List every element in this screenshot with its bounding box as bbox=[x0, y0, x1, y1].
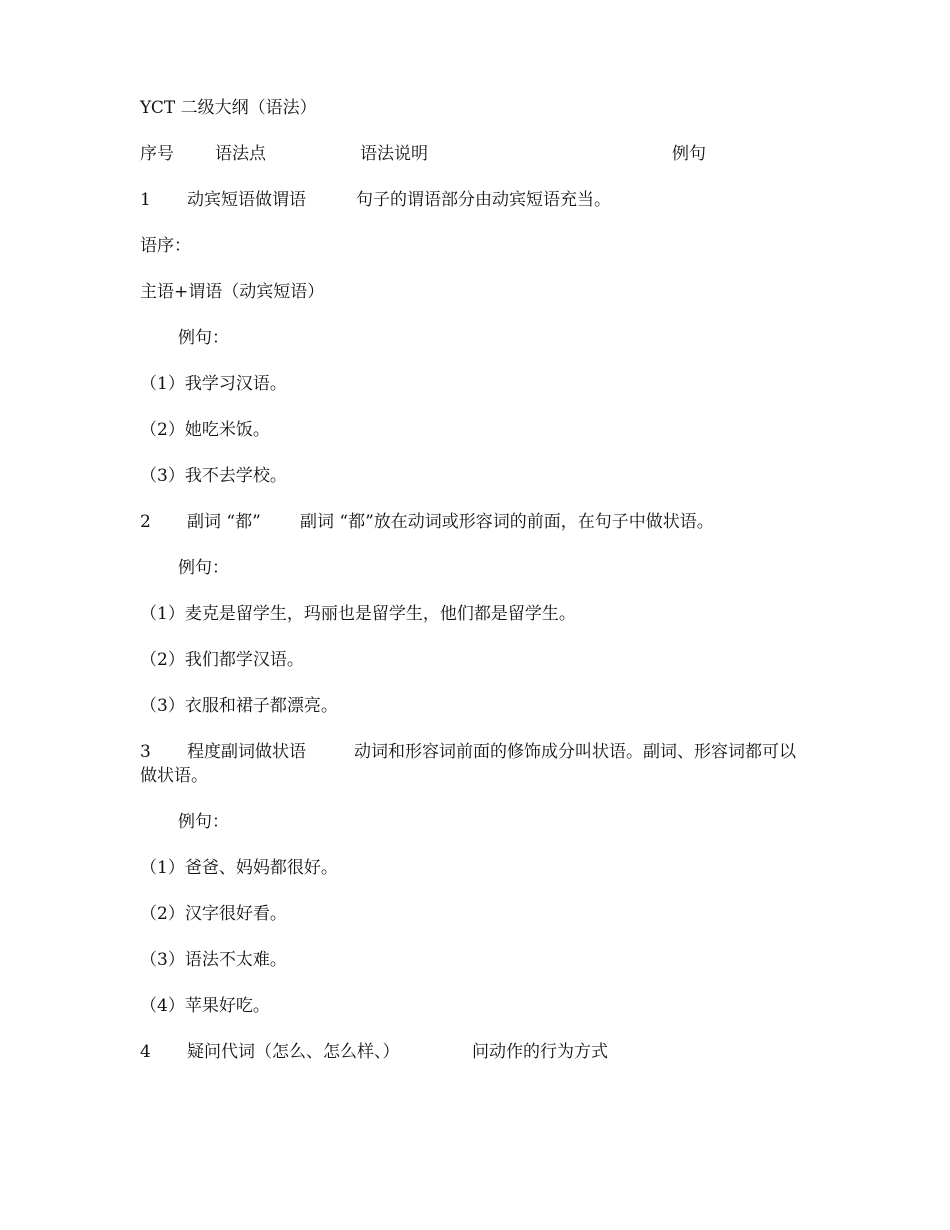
example-sentence: （3）语法不太难。 bbox=[140, 950, 287, 970]
header-explanation: 语法说明 bbox=[360, 144, 428, 164]
header-grammar-point: 语法点 bbox=[215, 144, 266, 164]
example-sentence: （3）衣服和裙子都漂亮。 bbox=[140, 696, 338, 716]
example-label: 例句： bbox=[178, 812, 229, 832]
header-number: 序号 bbox=[140, 144, 174, 164]
grammar-explanation: 问动作的行为方式 bbox=[472, 1042, 608, 1062]
grammar-explanation: 动词和形容词前面的修饰成分叫状语。副词、形容词都可以做状语。 bbox=[140, 742, 796, 786]
document-title: YCT 二级大纲（语法） bbox=[140, 98, 317, 118]
grammar-point: 疑问代词（怎么、怎么样、） bbox=[187, 1042, 400, 1062]
grammar-point: 动宾短语做谓语 bbox=[187, 190, 306, 210]
section-number: 4 bbox=[140, 1042, 151, 1062]
grammar-explanation: 句子的谓语部分由动宾短语充当。 bbox=[356, 190, 611, 210]
example-label: 例句： bbox=[178, 328, 229, 348]
grammar-explanation: 副词 “都”放在动词或形容词的前面，在句子中做状语。 bbox=[300, 512, 714, 532]
example-sentence: （2）汉字很好看。 bbox=[140, 904, 287, 924]
grammar-point: 程度副词做状语 bbox=[187, 742, 306, 762]
example-sentence: （1）麦克是留学生，玛丽也是留学生，他们都是留学生。 bbox=[140, 604, 576, 624]
grammar-point: 副词 “都” bbox=[187, 512, 261, 532]
example-sentence: （2）她吃米饭。 bbox=[140, 420, 270, 440]
word-order: 主语+谓语（动宾短语） bbox=[140, 282, 325, 302]
example-sentence: （1）我学习汉语。 bbox=[140, 374, 287, 394]
section-number: 2 bbox=[140, 512, 151, 532]
example-sentence: （3）我不去学校。 bbox=[140, 466, 287, 486]
example-sentence: （4）苹果好吃。 bbox=[140, 996, 270, 1016]
section-number: 3 bbox=[140, 742, 151, 762]
section-number: 1 bbox=[140, 190, 151, 210]
word-order-label: 语序： bbox=[140, 236, 191, 256]
example-sentence: （1）爸爸、妈妈都很好。 bbox=[140, 858, 338, 878]
example-label: 例句： bbox=[178, 558, 229, 578]
header-examples: 例句 bbox=[672, 144, 706, 164]
example-sentence: （2）我们都学汉语。 bbox=[140, 650, 304, 670]
